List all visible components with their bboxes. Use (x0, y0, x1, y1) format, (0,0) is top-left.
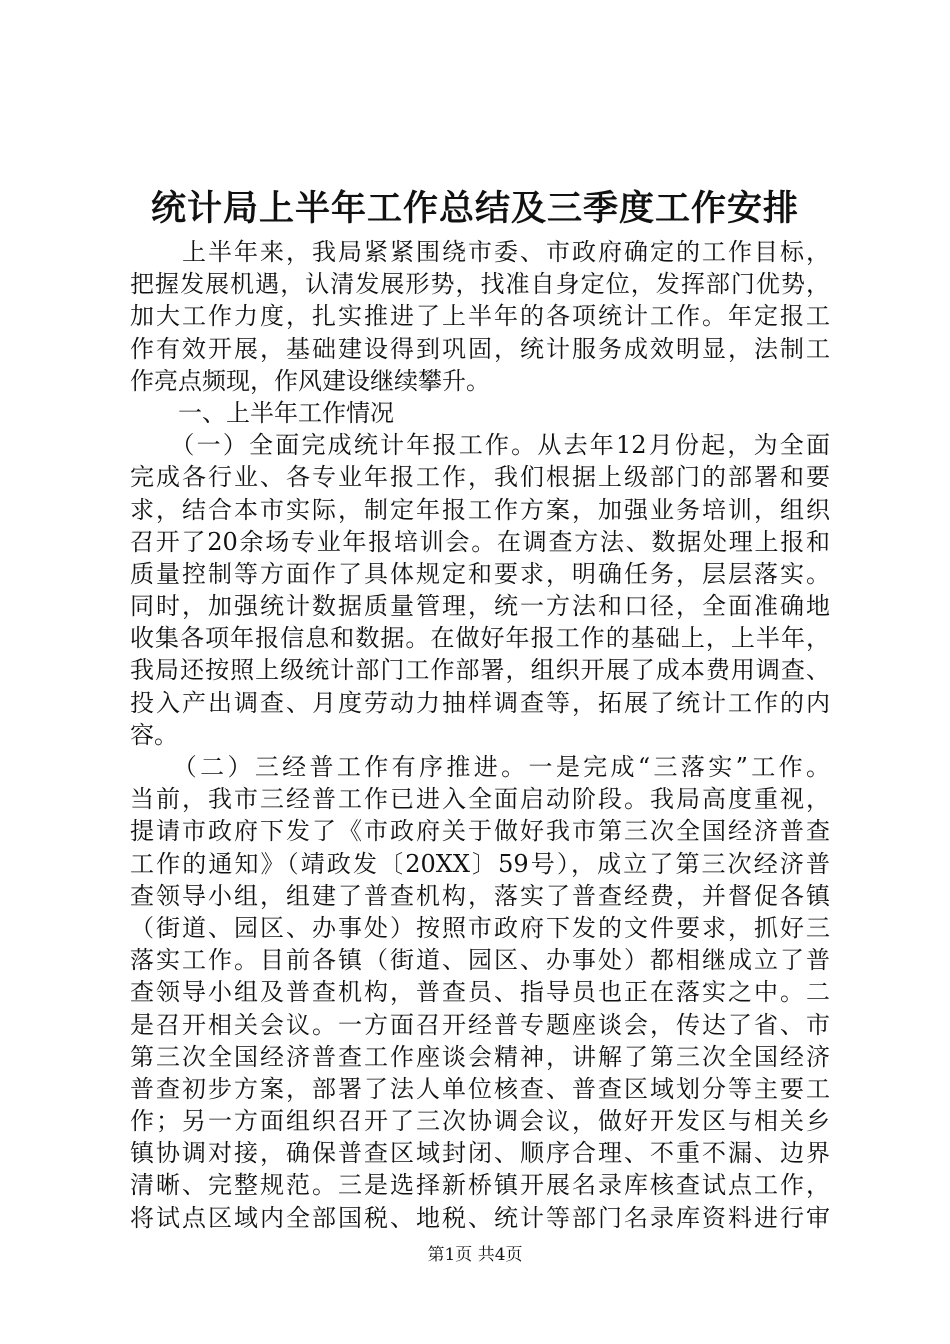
body-line: 第三次全国经济普查工作座谈会精神，讲解了第三次全国经济 (130, 1042, 830, 1071)
body-line: 求，结合本市实际，制定年报工作方案，加强业务培训，组织 (130, 495, 830, 524)
body-line: （二）三经普工作有序推进。一是完成“三落实”工作。 (130, 753, 830, 781)
body-line: 加大工作力度，扎实推进了上半年的各项统计工作。年定报工 (130, 302, 830, 331)
body-line: 作亮点频现，作风建设继续攀升。 (130, 366, 490, 395)
body-line: 普查初步方案，部署了法人单位核查、普查区域划分等主要工 (130, 1074, 830, 1103)
body-line: 容。 (130, 720, 178, 749)
document-body (130, 236, 830, 1234)
document-title: 统计局上半年工作总结及三季度工作安排 (150, 188, 799, 229)
body-line: 当前，我市三经普工作已进入全面启动阶段。我局高度重视， (130, 785, 830, 814)
body-line: 同时，加强统计数据质量管理，统一方法和口径，全面准确地 (130, 592, 830, 621)
body-line: 质量控制等方面作了具体规定和要求，明确任务，层层落实。 (130, 559, 830, 588)
body-line: 投入产出调查、月度劳动力抽样调查等，拓展了统计工作的内 (130, 688, 830, 717)
body-line: （一）全面完成统计年报工作。从去年12月份起，为全面 (130, 431, 830, 460)
body-line: 工作的通知》（靖政发〔20XX〕59号），成立了第三次经济普 (130, 849, 830, 878)
body-line: 收集各项年报信息和数据。在做好年报工作的基础上，上半年， (130, 624, 830, 653)
body-line: 提请市政府下发了《市政府关于做好我市第三次全国经济普查 (130, 817, 830, 846)
body-line: 上半年来，我局紧紧围绕市委、市政府确定的工作目标， (130, 238, 830, 266)
body-line: （街道、园区、办事处）按照市政府下发的文件要求，抓好三 (130, 913, 830, 942)
body-line: 查领导小组，组建了普查机构，落实了普查经费，并督促各镇 (130, 881, 830, 910)
body-line: 把握发展机遇，认清发展形势，找准自身定位，发挥部门优势， (130, 270, 830, 299)
body-line: 是召开相关会议。一方面召开经普专题座谈会，传达了省、市 (130, 1010, 830, 1039)
body-line: 召开了20余场专业年报培训会。在调查方法、数据处理上报和 (130, 527, 830, 556)
body-line: 我局还按照上级统计部门工作部署，组织开展了成本费用调查、 (130, 656, 830, 685)
body-line: 作；另一方面组织召开了三次协调会议，做好开发区与相关乡 (130, 1107, 830, 1136)
body-line: 查领导小组及普查机构，普查员、指导员也正在落实之中。二 (130, 978, 830, 1007)
body-line: 镇协调对接，确保普查区域封闭、顺序合理、不重不漏、边界 (130, 1139, 830, 1168)
body-line: 清晰、完整规范。三是选择新桥镇开展名录库核查试点工作， (130, 1171, 830, 1200)
body-line: 落实工作。目前各镇（街道、园区、办事处）都相继成立了普 (130, 946, 830, 975)
page-footer: 第1页 共4页 (427, 1245, 523, 1265)
body-line: 将试点区域内全部国税、地税、统计等部门名录库资料进行审 (130, 1203, 830, 1232)
body-line: 作有效开展，基础建设得到巩固，统计服务成效明显，法制工 (130, 334, 830, 363)
body-line: 完成各行业、各专业年报工作，我们根据上级部门的部署和要 (130, 463, 830, 492)
body-line: 一、上半年工作情况 (130, 398, 394, 427)
